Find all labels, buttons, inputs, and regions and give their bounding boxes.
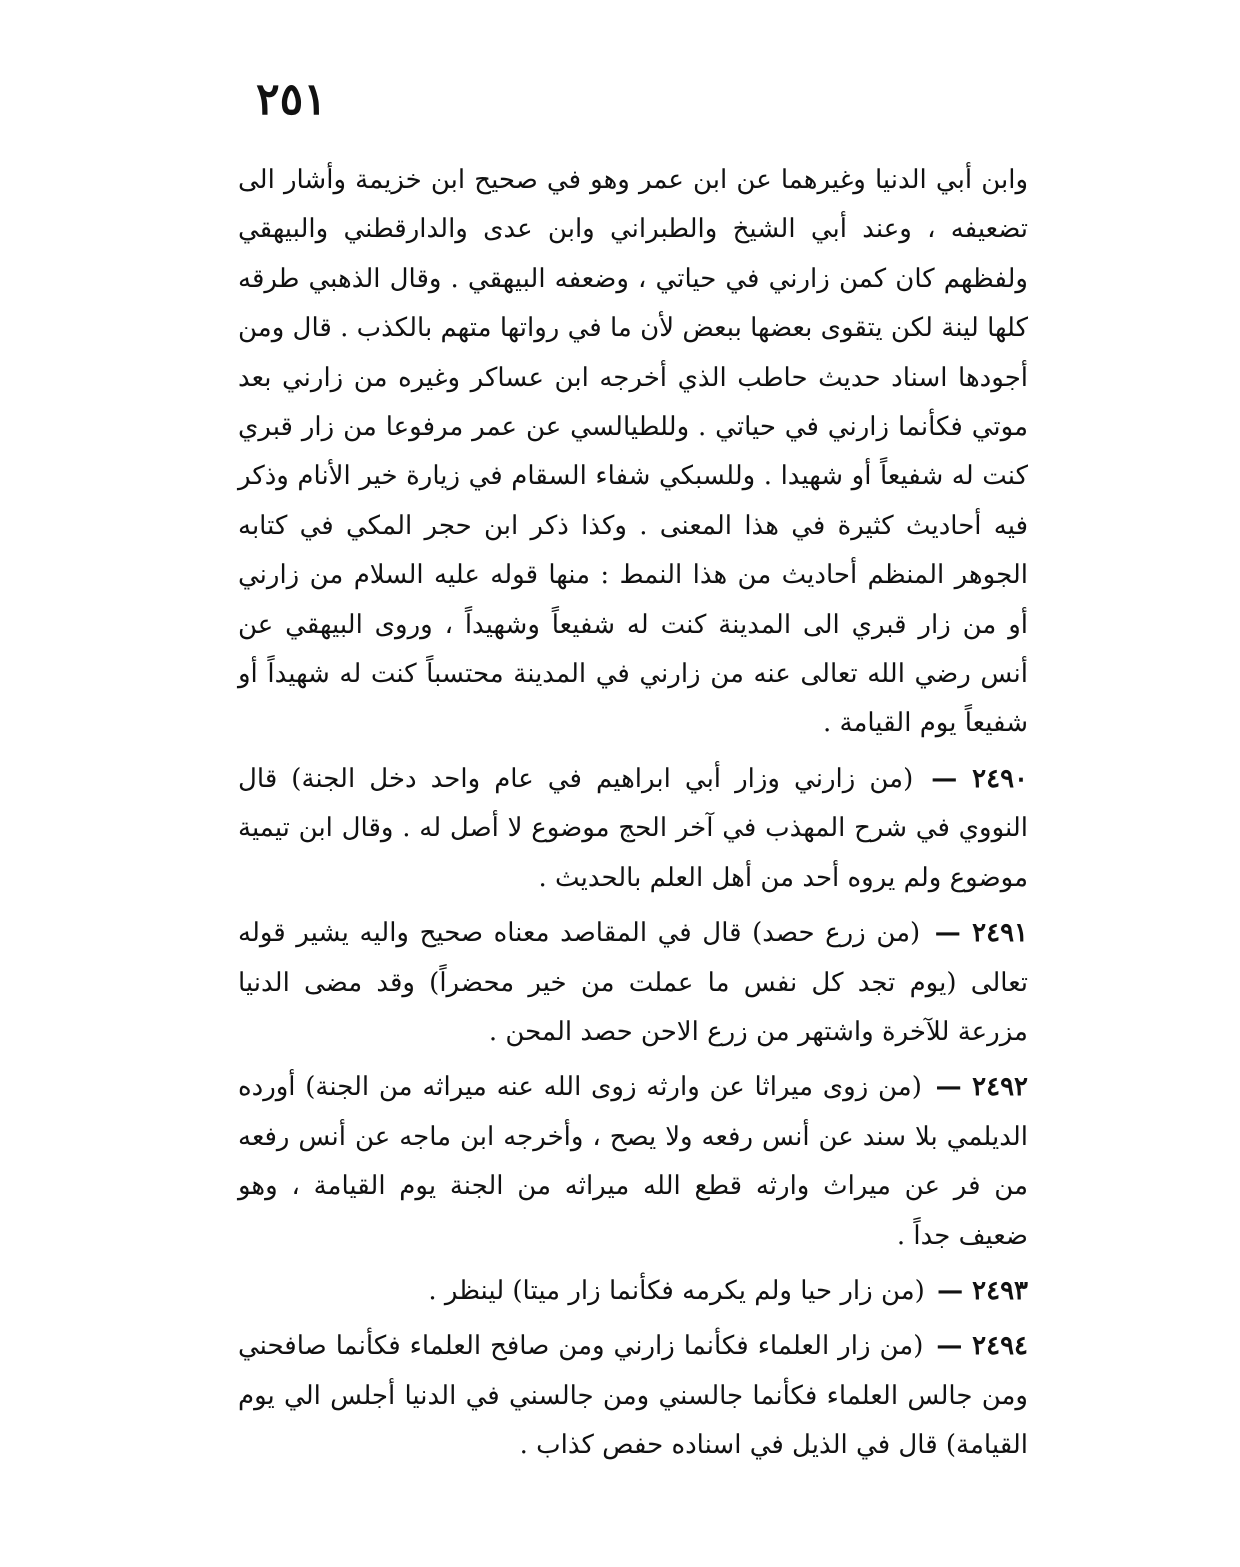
book-page xyxy=(228,70,1028,1550)
entry-text: (من زار حيا ولم يكرمه فكأنما زار ميتا) لينظر . xyxy=(428,1275,925,1306)
entry-number: ٢٤٩٤ — xyxy=(936,1331,1029,1362)
entry-text: (من زار العلماء فكأنما زارني ومن صافح العلماء فكأنما صافحني ومن جالس العلماء فكأنما جالسني ومن جالسني في الدنيا أجلس الي يوم القيامة) قال في الذيل في اسناده حفص كذاب . xyxy=(238,1331,1028,1461)
entry-2493 xyxy=(238,1267,1028,1316)
entry-2492 xyxy=(238,1063,1028,1261)
entry-number: ٢٤٩٣ — xyxy=(937,1275,1028,1306)
entry-2490 xyxy=(238,755,1028,903)
page-number: ٢٥١ xyxy=(256,74,327,125)
entry-number: ٢٤٩١ — xyxy=(934,918,1029,949)
paragraph-intro xyxy=(238,156,1028,749)
entry-text: (من زوى ميراثا عن وارثه زوى الله عنه ميراثه من الجنة) أورده الديلمي بلا سند عن أنس رفعه ولا يصح ، وأخرجه ابن ماجه عن أنس رفعه من فر عن ميراث وارثه قطع الله ميراثه من الجنة يوم القيامة ، وهو ضعيف جداً . xyxy=(238,1072,1028,1251)
entry-2491 xyxy=(238,909,1028,1057)
entry-number: ٢٤٩٠ — xyxy=(931,763,1029,794)
paragraph-text: وابن أبي الدنيا وغيرهما عن ابن عمر وهو في صحيح ابن خزيمة وأشار الى تضعيفه ، وعند أبي الشيخ والطبراني وابن عدى والدارقطني والبيهقي ولفظهم كان كمن زارني في حياتي ، وضعفه البيهقي . وقال الذهبي طرقه كلها لينة لكن يتقوى بعضها ببعض لأن ما في رواتها متهم بالكذب . قال ومن أجودها اسناد حديث حاطب الذي أخرجه ابن عساكر وغيره من زارني بعد موتي فكأنما زارني في حياتي . وللطيالسي عن عمر مرفوعا من زار قبري كنت له شفيعاً أو شهيدا . وللسبكي شفاء السقام في زيارة خير الأنام وذكر فيه أحاديث كثيرة في هذا المعنى . وكذا ذكر ابن حجر المكي في كتابه الجوهر المنظم أحاديث من هذا النمط : منها قوله عليه السلام من زارني أو من زار قبري الى المدينة كنت له شفيعاً وشهيداً ، وروى البيهقي عن أنس رضي الله تعالى عنه من زارني في المدينة محتسباً كنت له شهيداً أو شفيعاً يوم القيامة . xyxy=(238,165,1028,739)
entry-text: (من زرع حصد) قال في المقاصد معناه صحيح واليه يشير قوله تعالى (يوم تجد كل نفس ما عملت من خير محضراً) وقد مضى الدنيا مزرعة للآخرة واشتهر من زرع الاحن حصد المحن . xyxy=(238,918,1028,1047)
entry-2494 xyxy=(238,1322,1028,1470)
entry-number: ٢٤٩٢ — xyxy=(935,1072,1028,1103)
page-body xyxy=(238,156,1028,1471)
entry-text: (من زارني وزار أبي ابراهيم في عام واحد دخل الجنة) قال النووي في شرح المهذب في آخر الحج موضوع لا أصل له . وقال ابن تيمية موضوع ولم يروه أحد من أهل العلم بالحديث . xyxy=(238,763,1028,893)
